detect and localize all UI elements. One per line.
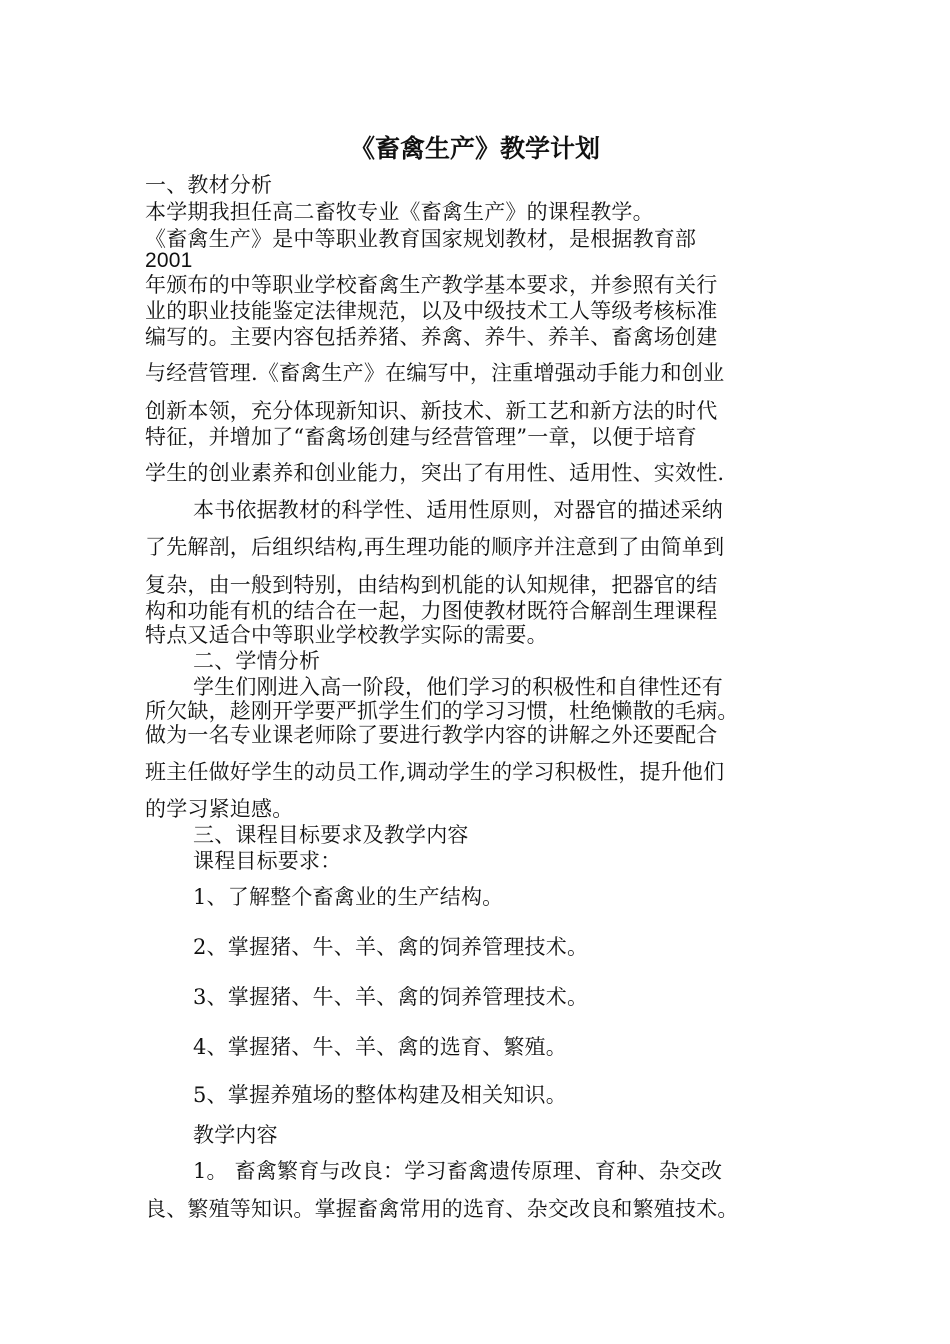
document-title: 《畜禽生产》教学计划 [349, 134, 600, 163]
paragraph-line: 与经营管理.《畜禽生产》在编写中，注重增强动手能力和创业 [145, 361, 725, 385]
paragraph-line: 所欠缺，趁刚开学要严抓学生们的学习习惯，杜绝懒散的毛病。 [145, 699, 739, 723]
paragraph-line: 良、繁殖等知识。掌握畜禽常用的选育、杂交改良和繁殖技术。 [145, 1197, 739, 1221]
paragraph-line: 本学期我担任高二畜牧专业《畜禽生产》的课程教学。 [145, 200, 654, 224]
paragraph-line: 特征，并增加了“畜禽场创建与经营管理”一章，以便于培育 [145, 425, 697, 449]
goal-item: 5、掌握养殖场的整体构建及相关知识。 [193, 1083, 567, 1107]
paragraph-line: 学生的创业素养和创业能力，突出了有用性、适用性、实效性. [145, 461, 725, 485]
section-heading-course-goals: 三、课程目标要求及教学内容 [193, 823, 469, 847]
paragraph-line: 了先解剖，后组织结构,再生理功能的顺序并注意到了由简单到 [145, 535, 725, 559]
paragraph-line: 2001 [145, 249, 193, 272]
goal-item: 1、了解整个畜禽业的生产结构。 [193, 885, 504, 909]
paragraph-line: 《畜禽生产》是中等职业教育国家规划教材，是根据教育部 [145, 227, 697, 251]
goal-item: 4、掌握猪、牛、羊、禽的选育、繁殖。 [193, 1035, 567, 1059]
paragraph-line: 年颁布的中等职业学校畜禽生产教学基本要求，并参照有关行 [145, 273, 718, 297]
section-heading-student-analysis: 二、学情分析 [193, 649, 321, 673]
paragraph-line: 学生们刚进入高一阶段，他们学习的积极性和自律性还有 [193, 675, 723, 699]
paragraph-line: 班主任做好学生的动员工作,调动学生的学习积极性，提升他们 [145, 760, 725, 784]
content-heading: 教学内容 [193, 1123, 278, 1147]
paragraph-line: 特点又适合中等职业学校教学实际的需要。 [145, 623, 548, 647]
paragraph-line: 构和功能有机的结合在一起，力图使教材既符合解剖生理课程 [145, 599, 718, 623]
goal-item: 2、掌握猪、牛、羊、禽的饲养管理技术。 [193, 935, 589, 959]
paragraph-line: 业的职业技能鉴定法律规范，以及中级技术工人等级考核标准 [145, 299, 718, 323]
paragraph-line: 创新本领，充分体现新知识、新技术、新工艺和新方法的时代 [145, 399, 718, 423]
paragraph-line: 的学习紧迫感。 [145, 797, 294, 821]
paragraph-line: 本书依据教材的科学性、适用性原则，对器官的描述采纳 [193, 498, 723, 522]
section-heading-textbook-analysis: 一、教材分析 [145, 173, 273, 197]
paragraph-line: 编写的。主要内容包括养猪、养禽、养牛、养羊、畜禽场创建 [145, 325, 718, 349]
paragraph-line: 1。 畜禽繁育与改良：学习畜禽遗传原理、育种、杂交改 [193, 1159, 723, 1183]
goals-heading: 课程目标要求： [193, 849, 342, 873]
paragraph-line: 复杂，由一般到特别，由结构到机能的认知规律，把器官的结 [145, 573, 718, 597]
goal-item: 3、掌握猪、牛、羊、禽的饲养管理技术。 [193, 985, 589, 1009]
paragraph-line: 做为一名专业课老师除了要进行教学内容的讲解之外还要配合 [145, 723, 718, 747]
